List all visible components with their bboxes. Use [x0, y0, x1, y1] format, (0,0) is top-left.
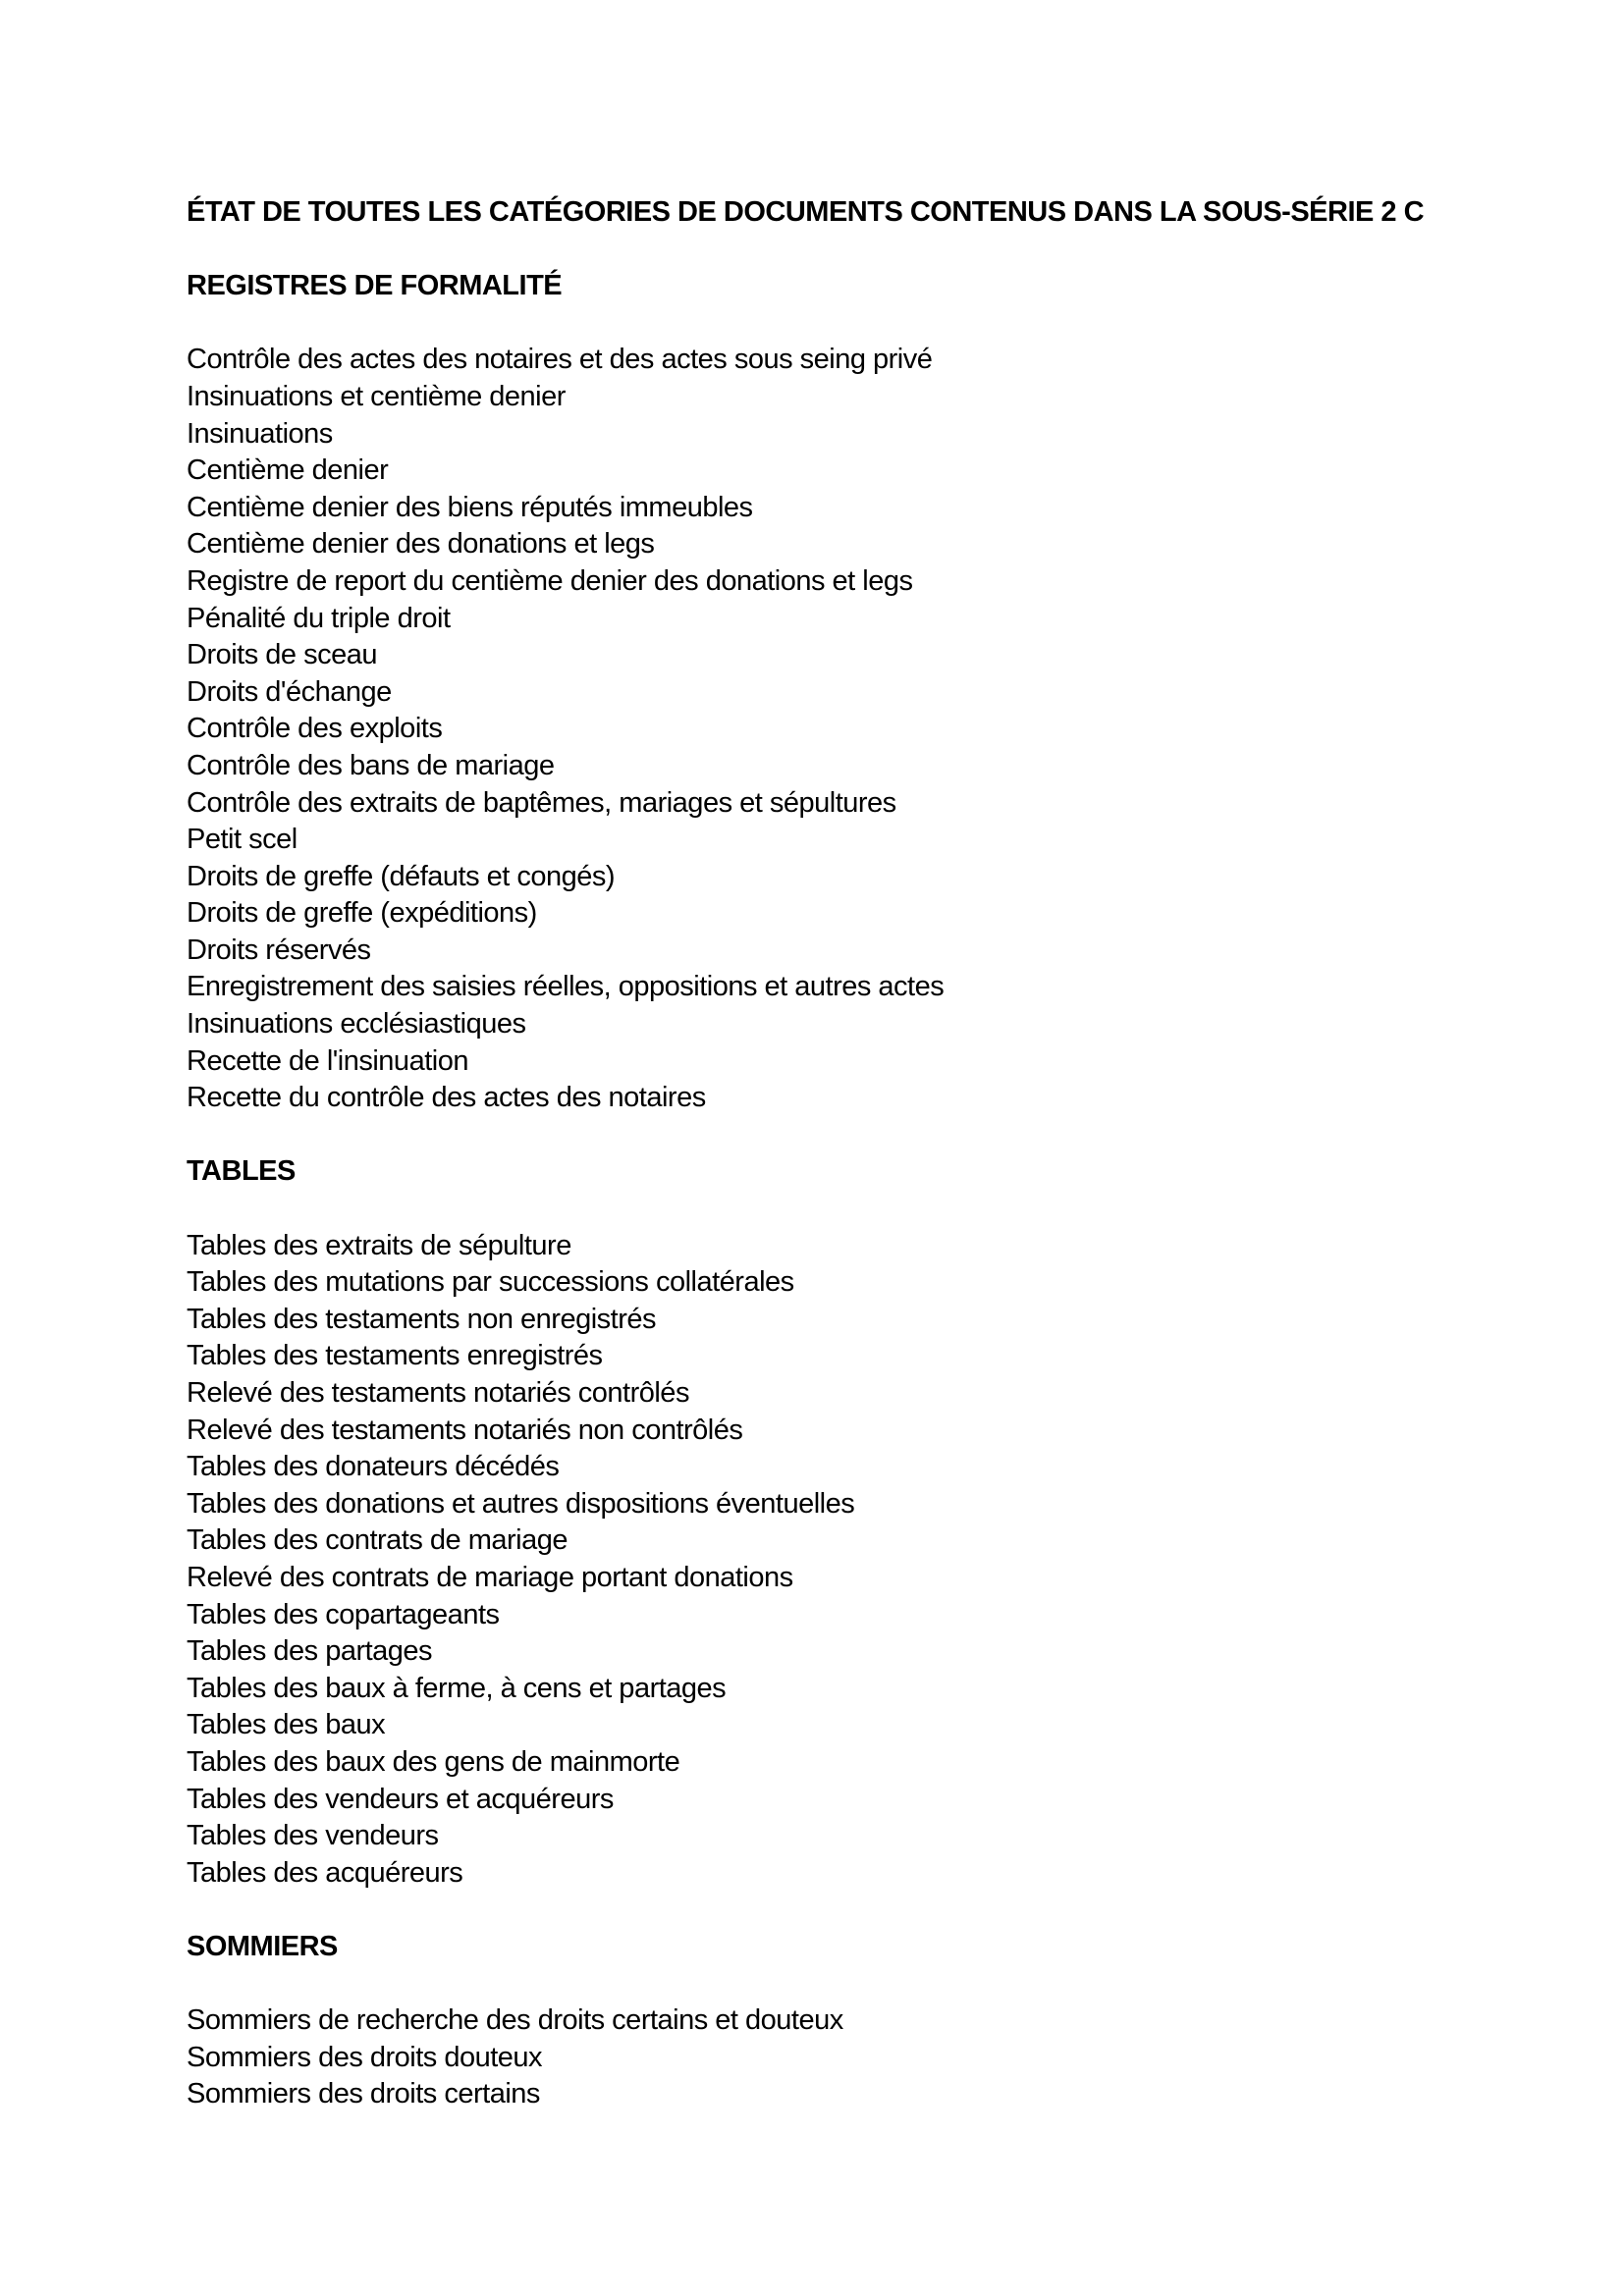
list-item: Contrôle des extraits de baptêmes, mariages et sépultures [187, 786, 896, 819]
list-item: Sommiers des droits certains [187, 2078, 540, 2110]
list-item: Tables des partages [187, 1635, 433, 1668]
list-item: Tables des mutations par successions collatérales [187, 1266, 794, 1299]
list-item: Relevé des contrats de mariage portant donations [187, 1561, 793, 1593]
section-heading-registres: REGISTRES DE FORMALITÉ [187, 270, 563, 302]
list-item: Recette de l'insinuation [187, 1044, 468, 1077]
list-item: Pénalité du triple droit [187, 602, 451, 634]
list-item: Tables des baux des gens de mainmorte [187, 1745, 680, 1778]
section-tables [187, 1153, 1506, 1892]
list-item: Tables des vendeurs et acquéreurs [187, 1783, 614, 1815]
list-item: Tables des copartageants [187, 1598, 500, 1630]
list-item: Tables des acquéreurs [187, 1856, 463, 1889]
list-item: Insinuations et centième denier [187, 380, 566, 412]
list-item: Tables des extraits de sépulture [187, 1229, 571, 1261]
list-item: Tables des donateurs décédés [187, 1451, 560, 1483]
list-item: Contrôle des actes des notaires et des actes sous seing privé [187, 344, 933, 376]
list-item: Contrôle des bans de mariage [187, 749, 555, 781]
section-heading-tables: TABLES [187, 1155, 296, 1188]
list-item: Relevé des testaments notariés contrôlés [187, 1377, 689, 1409]
list-item: Tables des donations et autres dispositions éventuelles [187, 1487, 855, 1520]
list-item: Centième denier [187, 454, 389, 487]
section-heading-sommiers: SOMMIERS [187, 1930, 338, 1962]
list-item: Petit scel [187, 824, 298, 856]
list-item: Droits réservés [187, 934, 371, 966]
list-item: Sommiers des droits douteux [187, 2041, 543, 2073]
list-item: Tables des vendeurs [187, 1820, 439, 1852]
list-item: Relevé des testaments notariés non contrôlés [187, 1414, 743, 1446]
list-item: Droits d'échange [187, 675, 392, 708]
section-items-tables [187, 1228, 1506, 1893]
list-item: Tables des baux à ferme, à cens et partages [187, 1672, 727, 1704]
list-item: Registre de report du centième denier des donations et legs [187, 564, 913, 597]
page-title: ÉTAT DE TOUTES LES CATÉGORIES DE DOCUMENTS CONTENUS DANS LA SOUS-SÉRIE 2 C [187, 196, 1425, 228]
section-items-sommiers [187, 2002, 1506, 2113]
list-item: Tables des testaments non enregistrés [187, 1303, 656, 1335]
list-item: Contrôle des exploits [187, 713, 443, 745]
section-sommiers [187, 1929, 1506, 2113]
list-item: Enregistrement des saisies réelles, oppositions et autres actes [187, 971, 945, 1003]
list-item: Sommiers de recherche des droits certains et douteux [187, 2004, 843, 2037]
section-items-registres [187, 342, 1506, 1116]
list-item: Insinuations ecclésiastiques [187, 1008, 526, 1041]
list-item: Droits de greffe (défauts et congés) [187, 860, 616, 892]
list-item: Droits de sceau [187, 639, 377, 671]
list-item: Droits de greffe (expéditions) [187, 897, 537, 930]
list-item: Centième denier des donations et legs [187, 528, 655, 561]
section-registres-de-formalite [187, 268, 1506, 1117]
list-item: Tables des baux [187, 1709, 386, 1741]
list-item: Tables des contrats de mariage [187, 1524, 568, 1557]
list-item: Recette du contrôle des actes des notaires [187, 1082, 706, 1114]
list-item: Centième denier des biens réputés immeubles [187, 491, 753, 523]
list-item: Tables des testaments enregistrés [187, 1340, 603, 1372]
list-item: Insinuations [187, 417, 333, 450]
